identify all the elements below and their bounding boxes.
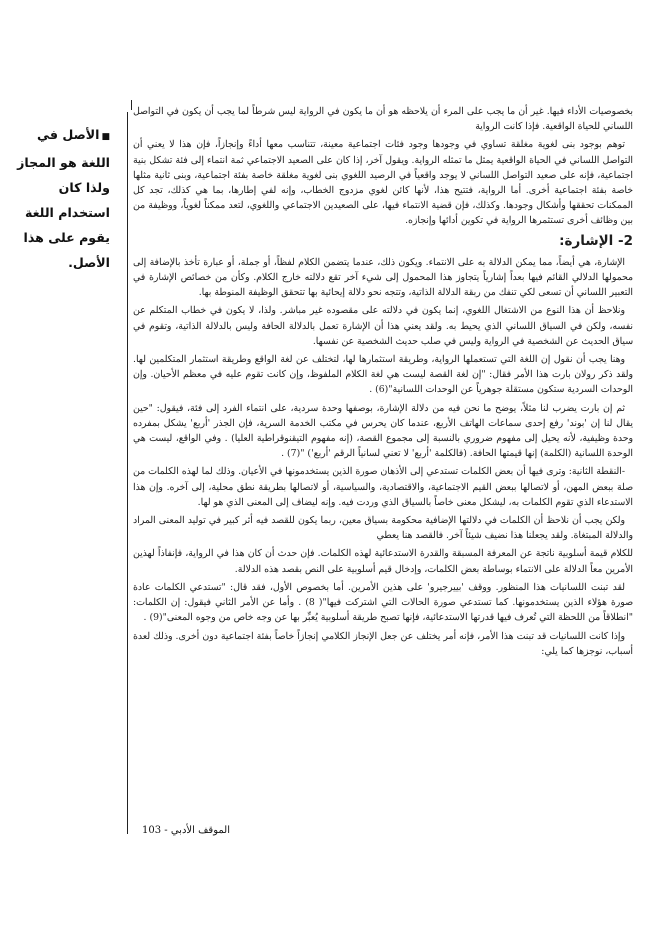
paragraph: توهم بوجود بنى لغوية مغلقة تساوي في وجودها وجود فئات اجتماعية معينة، تتناسب معها أداءً وإنجازاً، فإن هذا لا يعني أن التواصل اللساني في الحياة الواقعية يمثل ما تمثله الرواية. ويقول آخر، إذا كان على الصعيد الاجتماعي ثمة انتماء إلى فئة تشكل بنية اجتماعية، فإنه على صعيد التواصل اللساني لا يوجد واقعياً في الرصيد اللغوي بنى لغوية مغلقة خاصة بفئة اجتماعية، وبنى ثانية مثلها خاصة بفئة اجتماعية أخرى. أما الرواية، فتتيح هذا، لأنها كائن لغوي مزدوج الخطاب، وإنه لفي إطارها، بما هي كذلك، تجد كل الممكنات تحققها وأشكال وجودها. وكذلك، فإن قضية الانتماء فيها، على الصعيدين الاجتماعي واللغوي، لتعد ممكناً لغوياً، ووظيفة من بين وظائف أخرى تستثمرها الرواية في تكوين أدائها وإنجازه. [133, 139, 633, 227]
paragraph: وهنا يجب أن نقول إن اللغة التي تستعملها الرواية، وطريقة استثمارها لها، لتختلف عن لغة الواقع وطريقة استثمار المتكلمين لها. ولقد ذكر رولان بارت هذا الأمر فقال: "إن لغة القصة ليست هي لغة الكلام الملفوظ، وإن كانت تقوم عليه في معظم الأحيان. وإن الوحدات السردية ستكون مستقلة جوهرياً عن الوحدات اللسانية"(6) . [133, 354, 633, 396]
margin-rule-top [131, 100, 132, 110]
main-column [133, 104, 633, 662]
page-footer [142, 825, 262, 836]
square-bullet-icon: ■ [101, 132, 110, 142]
paragraph: ولكن يجب أن نلاحظ أن الكلمات في دلالتها الإضافية محكومة بسياق معين، ربما يكون للقصد فيه أثر كبير في توليد المعنى المراد والدلالة المبتغاة. ولقد يجعلنا هذا نضيف شيئاً آخر. فالقصد هنا يعطي [133, 515, 633, 542]
paragraph: للكلام قيمة أسلوبية ناتجة عن المعرفة المسبقة والقدرة الاستدعائية لهذه الكلمات. فإن حدث أن كان هذا في الرواية، فإنفاذاً لهذين الأمرين معاً الدلالة على الانتماء بوساطة بعض الكلمات، وإدخال قيم أسلوبية على النص بقصد هذه الدلالة. [133, 548, 633, 575]
paragraph: لقد تبنت اللسانيات هذا المنظور. ووقف 'بييرجيرو' على هذين الأمرين. أما بخصوص الأول، فقد قال: "تستدعي الكلمات عادة صورة هؤلاء الذين يستخدمونها. كما تستدعي صورة الحالات التي اشتركت فيها"( 8) . وأما عن الأمر الثاني فيقول: إن الكلمات: "انطلاقاً من اللحظة التي تُعرف فيها قدرتها الاستدعائية، فإنها تصبح طريقة أسلوبية يُعبِّر بها عن وجه خاص من وجوه المعنى"(9) . [133, 581, 633, 624]
paragraph: وإذا كانت اللسانيات قد تبنت هذا الأمر، فإنه أمر يختلف عن جعل الإنجاز الكلامي إنجازاً خاصاً بفئة اجتماعية دون أخرى. وذلك لعدة أسباب، نوجزها كما يلي: [133, 630, 633, 657]
journal-name: الموقف الأدبي - [164, 825, 230, 836]
margin-rule [127, 112, 128, 834]
margin-note [6, 122, 110, 275]
paragraph: ونلاحظ أن هذا النوع من الاشتغال اللغوي، إنما يكون في دلالته على مقصوده غير مباشر. ولذا، لا يكون في خطاب المتكلم عن نفسه، ولكن في السياق اللساني الذي يحيط به. ولقد يعني هذا أن الإشارة تعمل بالدلالة الحافة وليس بالدلالة الذاتية، وتقوم في سياق الحديث عن الشخصية في الرواية وليس في صلب حديث الشخصية عن نفسها. [133, 305, 633, 347]
paragraph: -النقطة الثانية: وترى فيها أن بعض الكلمات تستدعي إلى الأذهان صورة الذين يستخدمونها في الأعيان. وذلك لما لهذه الكلمات من صلة ببعض المهن، أو لاتصالها ببعض القيم الاجتماعية، والاقتصادية، والسياسية، أو لاتصالها بطريقة نطق محلية، إلى آخره. وإن هذا الاستدعاء الذي تقوم الكلمات به، ليشكل معنى خاصاً بالسياق الذي وردت فيه. وإنه ليضاف إلى المعنى الذي هو لها. [133, 466, 633, 508]
paragraph: بخصوصيات الأداء فيها. غير أن ما يجب على المرء أن يلاحظه هو أن ما يكون في الرواية ليس شرطاً لما يجب أن يكون في التواصل اللساني للحياة الواقعية. فإذا كانت الرواية [133, 106, 633, 133]
margin-note-text: الأصل في اللغة هو المجاز ولذا كان استخدام اللغة يقوم على هذا الأصل. [17, 127, 110, 270]
paragraph: الإشارة، هي أيضاً، مما يمكن الدلالة به على الانتماء. ويكون ذلك، عندما يتضمن الكلام لفظاً، أو جملة، أو عبارة تأخذ بالإضافة إلى محمولها الدلالي القائم فيها بعداً إشارياً يتجاوز هذا المحمول إلى شيء آخر تقع دلالته خارج الكلام. وكأن من خصائص الإشارة في التعبير اللساني أن تسعى لكي تنفك من ربقة الدلالة الذاتية، وتتجه نحو دلالة إيحائية بها تتحقق الوظيفة المنوطة بها. [133, 256, 633, 299]
paragraph: ثم إن بارت يضرب لنا مثلاً، يوضح ما نحن فيه من دلالة الإشارة، بوصفها وحدة سردية، على انتماء الفرد إلى فئة، فيقول: "حين يقال لنا إن 'بوند' رفع إحدى سماعات الهاتف الأربع، عندما كان يحرس في مكتب الخدمة السرية، فإن الجذر 'أربع' يشكل بمفرده وحدة وظيفية، لأنه يحيل إلى مفهوم ضروري بالنسبة إلى مجموع القصة، (إنه مفهوم التيقنوقراطية العليا) . وفي الواقع، ليست هي الوحدة اللسانية (الكلمة) إنها قيمتها الحافة. (فالكلمة 'أربع' لا تعني لسانياً الرقم 'أربع') "(7) . [133, 402, 633, 460]
page-number: 103 [142, 825, 162, 836]
section-heading: 2- الإشارة: [559, 232, 633, 249]
